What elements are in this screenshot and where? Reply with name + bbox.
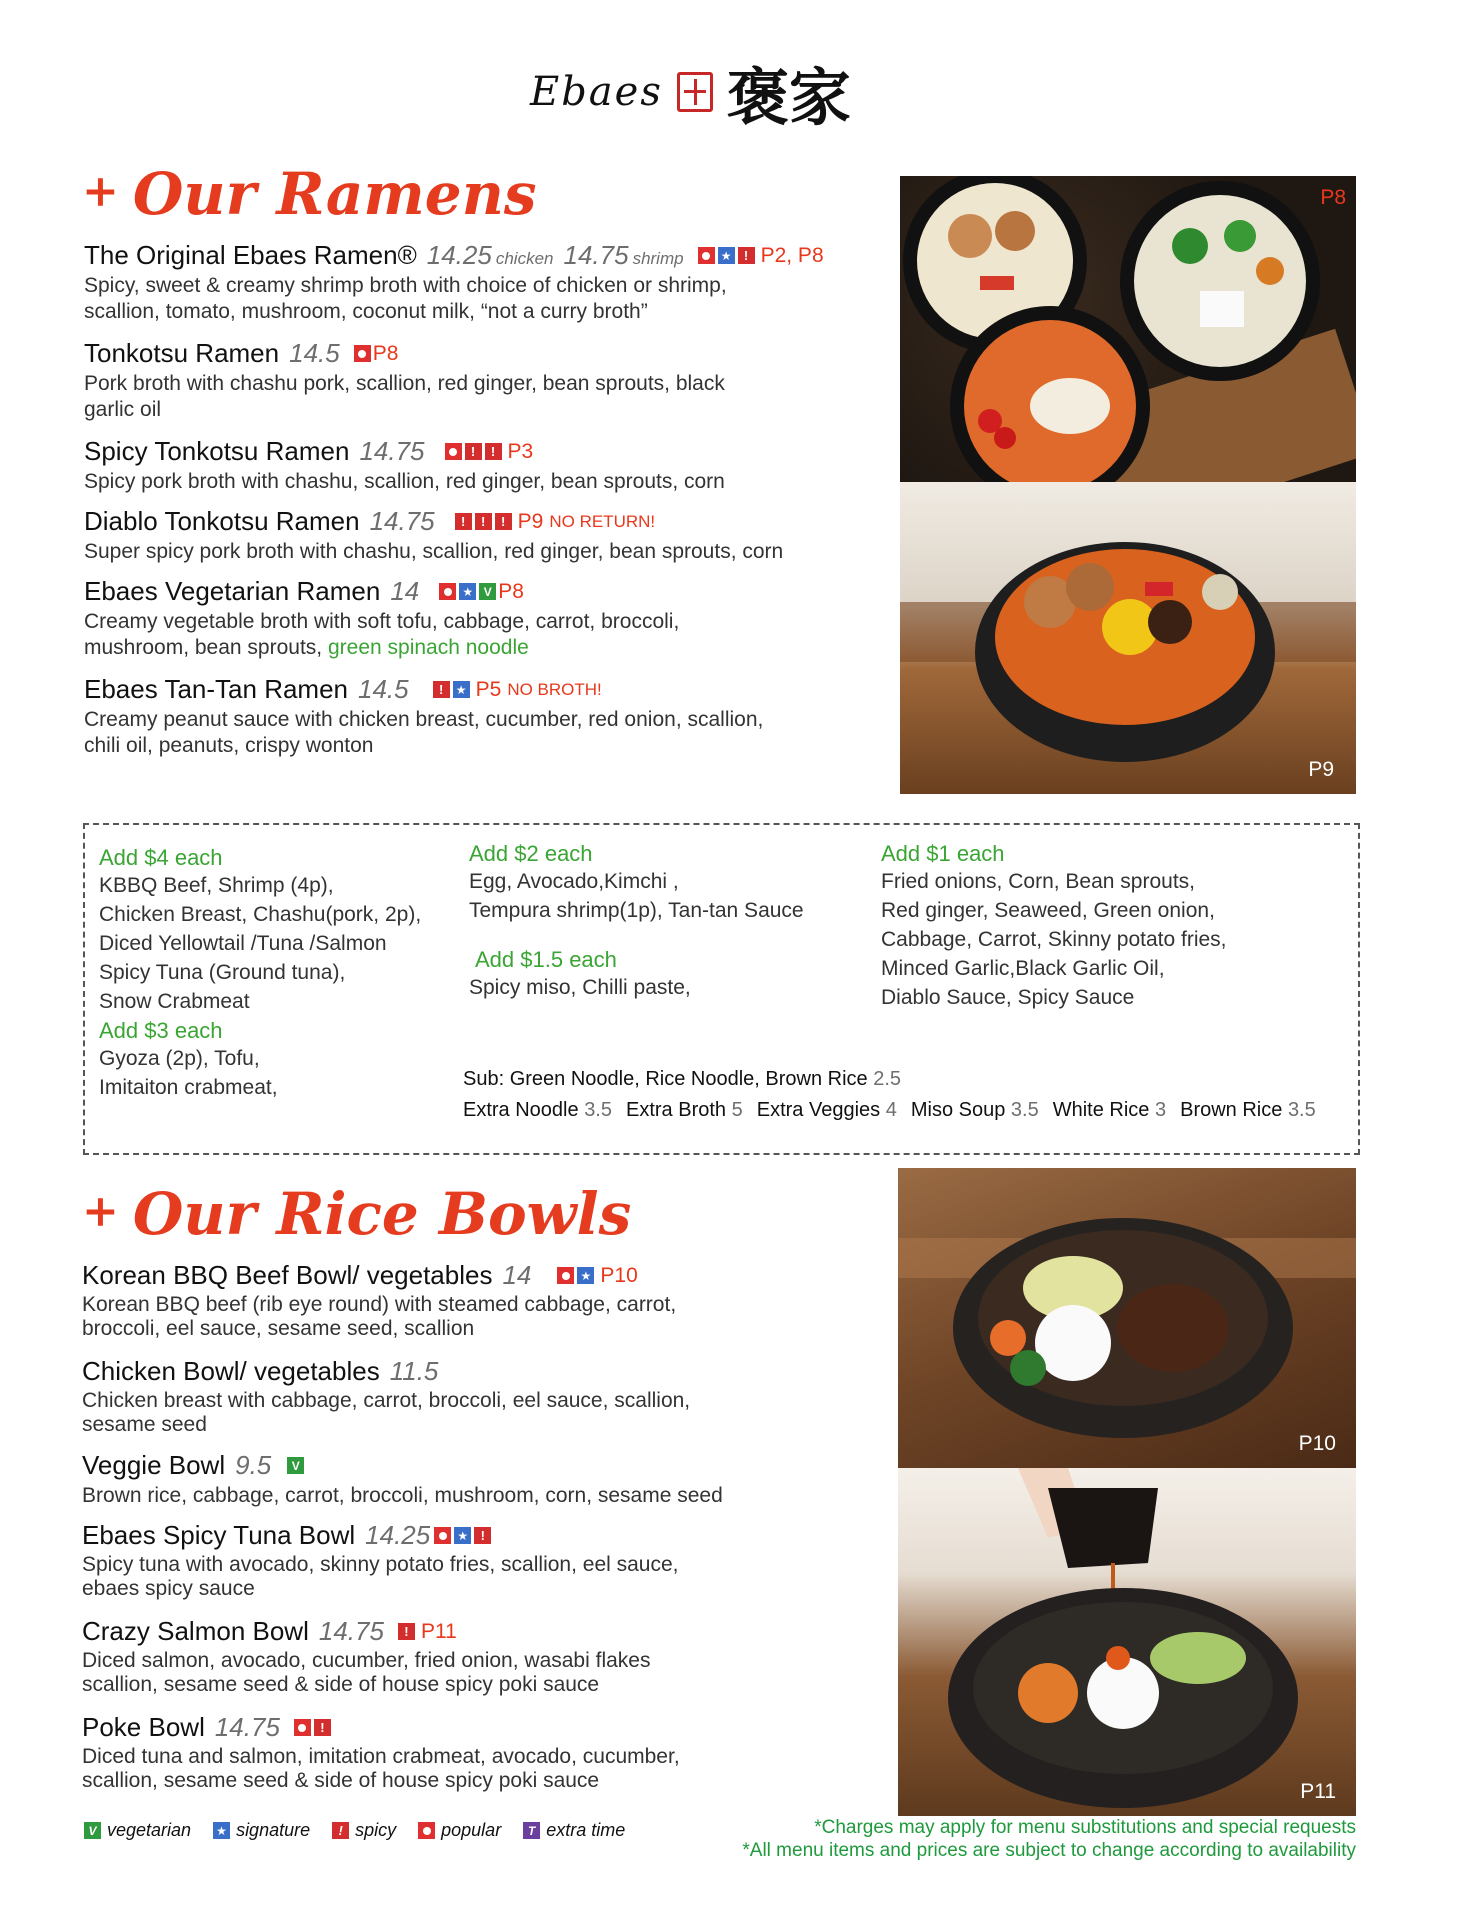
signature-icon: ★ xyxy=(459,583,476,600)
item-name: The Original Ebaes Ramen® xyxy=(84,240,417,270)
item-price: 14 xyxy=(502,1260,532,1290)
bowls-section-title: + Our Rice Bowls xyxy=(82,1180,632,1248)
item-price: 14.75 xyxy=(369,506,435,536)
red-seal-logo xyxy=(677,72,713,112)
menu-item xyxy=(82,1712,722,1793)
vegetarian-icon: V xyxy=(479,583,496,600)
brand-header xyxy=(530,52,851,132)
item-badges xyxy=(439,583,496,600)
popular-icon xyxy=(445,443,462,460)
legend-signature xyxy=(213,1820,310,1841)
extra-item: Brown Rice 3.5 xyxy=(1180,1099,1316,1121)
signature-icon: ★ xyxy=(454,1527,471,1544)
item-name: Ebaes Tan-Tan Ramen xyxy=(84,674,349,704)
photo-label: P9 xyxy=(1308,758,1334,781)
menu-item xyxy=(84,576,884,661)
item-desc: Diced tuna and salmon, imitation crabmeat, avocado, cucumber, scallion, sesame seed & side of house spicy poki sauce xyxy=(82,1745,680,1792)
signature-icon: ★ xyxy=(577,1267,594,1284)
price-note: chicken xyxy=(495,249,554,268)
item-price: 14 xyxy=(390,576,420,606)
legend-spicy xyxy=(332,1820,396,1841)
footnote-line: *Charges may apply for menu substitutions and special requests xyxy=(814,1817,1356,1838)
legend-vegetarian xyxy=(84,1820,191,1841)
item-name: Korean BBQ Beef Bowl/ vegetables xyxy=(82,1260,493,1290)
extra-item: Miso Soup 3.5 xyxy=(910,1099,1039,1121)
menu-item xyxy=(84,506,884,565)
photo-ref: P9 xyxy=(517,509,544,533)
menu-item xyxy=(84,436,884,495)
addons-col-3 xyxy=(881,841,1321,1012)
item-badges xyxy=(294,1719,331,1736)
addon-heading: Add $4 each xyxy=(99,845,223,870)
photo-ref: P10 xyxy=(600,1263,638,1287)
item-badges xyxy=(455,513,512,530)
item-desc-cont xyxy=(84,635,884,661)
addon-line: Fried onions, Corn, Bean sprouts, xyxy=(881,870,1195,893)
extra-item: Extra Noodle 3.5 xyxy=(463,1099,612,1121)
addon-line: Gyoza (2p), Tofu, xyxy=(99,1047,260,1070)
sub-label: Sub: Green Noodle, Rice Noodle, Brown Rice xyxy=(463,1068,868,1090)
legend-label: signature xyxy=(236,1820,311,1840)
extra-time-icon: T xyxy=(523,1822,540,1839)
legend-extra-time xyxy=(523,1820,625,1841)
photo-ref: P8 xyxy=(498,579,524,603)
popular-icon xyxy=(557,1267,574,1284)
item-badges xyxy=(354,345,371,362)
item-desc: Spicy tuna with avocado, skinny potato fries, scallion, eel sauce, ebaes spicy sauce xyxy=(82,1553,679,1600)
item-price: 14.75 xyxy=(214,1712,280,1742)
legend-popular xyxy=(418,1820,501,1841)
spicy-icon: ! xyxy=(485,443,502,460)
addon-line: Spicy Tuna (Ground tuna), xyxy=(99,961,346,984)
item-price-2: 14.75 xyxy=(563,240,629,270)
extra-item: White Rice 3 xyxy=(1052,1099,1167,1121)
extra-item: Extra Broth 5 xyxy=(626,1099,743,1121)
item-desc: Creamy vegetable broth with soft tofu, cabbage, carrot, broccoli, xyxy=(84,610,680,633)
popular-icon xyxy=(294,1719,311,1736)
item-name: Spicy Tonkotsu Ramen xyxy=(84,436,350,466)
photo-ref: P5 xyxy=(475,677,502,701)
menu-item xyxy=(84,674,764,759)
item-badges xyxy=(445,443,502,460)
vegetarian-icon: V xyxy=(287,1457,304,1474)
item-name: Poke Bowl xyxy=(82,1712,205,1742)
item-name: Ebaes Spicy Tuna Bowl xyxy=(82,1520,356,1550)
price-note-2: shrimp xyxy=(632,249,684,268)
spicy-icon: ! xyxy=(433,681,450,698)
photo-label: P8 xyxy=(1320,186,1346,209)
ramens-section-title: + Our Ramens xyxy=(82,160,537,228)
addons-box xyxy=(83,823,1360,1155)
substitution-line xyxy=(463,1068,901,1091)
item-note: NO BROTH! xyxy=(507,679,602,699)
addon-heading: Add $2 each xyxy=(469,841,593,866)
ramen-photo-p9 xyxy=(900,482,1356,794)
item-name: Ebaes Vegetarian Ramen xyxy=(84,576,381,606)
spicy-icon: ! xyxy=(332,1822,349,1839)
spicy-icon: ! xyxy=(495,513,512,530)
item-badges xyxy=(557,1267,594,1284)
item-price: 14.5 xyxy=(289,338,340,368)
bowl-photo-p11 xyxy=(898,1468,1356,1816)
addon-line: KBBQ Beef, Shrimp (4p), xyxy=(99,874,334,897)
menu-item xyxy=(84,338,744,423)
addon-line: Red ginger, Seaweed, Green onion, xyxy=(881,899,1215,922)
addon-line: Snow Crabmeat xyxy=(99,990,250,1013)
brand-cjk: 褒家 xyxy=(726,60,851,134)
addon-line: Chicken Breast, Chashu(pork, 2p), xyxy=(99,903,422,926)
spicy-icon: ! xyxy=(738,247,755,264)
menu-item xyxy=(82,1520,722,1601)
addon-line: Imitaiton crabmeat, xyxy=(99,1076,278,1099)
item-price: 11.5 xyxy=(389,1356,439,1386)
item-price: 9.5 xyxy=(235,1450,272,1480)
menu-item xyxy=(82,1260,722,1341)
item-name: Tonkotsu Ramen xyxy=(84,338,280,368)
item-note: NO RETURN! xyxy=(549,511,656,531)
photo-label: P11 xyxy=(1300,1780,1336,1803)
spicy-icon: ! xyxy=(474,1527,491,1544)
footnote-line: *All menu items and prices are subject to change according to availability xyxy=(742,1840,1356,1861)
popular-icon xyxy=(418,1822,435,1839)
item-badges xyxy=(287,1457,304,1474)
brand-latin: Ebaes xyxy=(530,69,663,115)
addon-heading: Add $1.5 each xyxy=(475,947,617,972)
footnotes xyxy=(742,1816,1356,1862)
item-badges xyxy=(433,681,470,698)
bowl-photo-p10 xyxy=(898,1168,1356,1468)
popular-icon xyxy=(698,247,715,264)
addon-line: Spicy miso, Chilli paste, xyxy=(469,976,691,999)
item-name: Diablo Tonkotsu Ramen xyxy=(84,506,360,536)
spicy-icon: ! xyxy=(314,1719,331,1736)
photo-label: P10 xyxy=(1298,1432,1336,1455)
item-desc: Pork broth with chashu pork, scallion, red ginger, bean sprouts, black garlic oil xyxy=(84,372,725,421)
item-badges xyxy=(434,1527,491,1544)
popular-icon xyxy=(439,583,456,600)
legend-label: extra time xyxy=(546,1820,626,1840)
item-badges xyxy=(698,247,755,264)
photo-ref: P11 xyxy=(420,1619,457,1643)
item-desc-2: mushroom, bean sprouts, xyxy=(84,636,323,659)
item-price: 14.5 xyxy=(358,674,409,704)
spicy-icon: ! xyxy=(465,443,482,460)
item-desc: Chicken breast with cabbage, carrot, broccoli, eel sauce, scallion, sesame seed xyxy=(82,1389,691,1436)
spicy-icon: ! xyxy=(475,513,492,530)
photo-ref: P3 xyxy=(507,439,534,463)
addons-col-1 xyxy=(99,845,459,1102)
bowls-list xyxy=(82,1260,882,1820)
item-desc: Spicy pork broth with chashu, scallion, red ginger, bean sprouts, corn xyxy=(84,470,725,493)
item-name: Veggie Bowl xyxy=(82,1450,226,1480)
popular-icon xyxy=(354,345,371,362)
signature-icon: ★ xyxy=(453,681,470,698)
item-price: 14.75 xyxy=(359,436,425,466)
legend-label: popular xyxy=(441,1820,502,1840)
addon-heading: Add $1 each xyxy=(881,841,1005,866)
legend-label: vegetarian xyxy=(107,1820,192,1840)
photo-ref: P8 xyxy=(372,341,399,365)
addon-line: Egg, Avocado,Kimchi , xyxy=(469,870,679,893)
item-desc: Korean BBQ beef (rib eye round) with steamed cabbage, carrot, broccoli, eel sauce, sesame seed, scallion xyxy=(82,1293,677,1340)
item-price: 14.25 xyxy=(426,240,492,270)
item-desc: Super spicy pork broth with chashu, scallion, red ginger, bean sprouts, corn xyxy=(84,540,784,563)
item-price: 14.75 xyxy=(318,1616,384,1646)
legend xyxy=(84,1820,625,1841)
extras-line xyxy=(463,1099,1316,1122)
sub-price: 2.5 xyxy=(873,1068,902,1090)
signature-icon: ★ xyxy=(213,1822,230,1839)
legend-label: spicy xyxy=(355,1820,397,1840)
item-desc: Creamy peanut sauce with chicken breast, cucumber, red onion, scallion, chili oil, peanuts, crispy wonton xyxy=(84,708,764,757)
item-name: Chicken Bowl/ vegetables xyxy=(82,1356,380,1386)
green-noodle-note: green spinach noodle xyxy=(327,636,529,659)
ramens-list xyxy=(84,240,884,800)
menu-item xyxy=(82,1450,882,1509)
addon-line: Minced Garlic,Black Garlic Oil, xyxy=(881,957,1165,980)
ramen-photo-p8 xyxy=(900,176,1356,482)
menu-item xyxy=(82,1616,702,1697)
addon-line: Cabbage, Carrot, Skinny potato fries, xyxy=(881,928,1227,951)
item-price: 14.25 xyxy=(365,1520,431,1550)
spicy-icon: ! xyxy=(455,513,472,530)
item-name: Crazy Salmon Bowl xyxy=(82,1616,309,1646)
item-desc: Brown rice, cabbage, carrot, broccoli, mushroom, corn, sesame seed xyxy=(82,1484,723,1507)
vegetarian-icon: V xyxy=(84,1822,101,1839)
item-desc: Spicy, sweet & creamy shrimp broth with choice of chicken or shrimp, scallion, tomato, mushroom, coconut milk, “not a curry broth” xyxy=(84,274,727,323)
menu-item xyxy=(82,1356,722,1437)
signature-icon: ★ xyxy=(718,247,735,264)
photo-ref: P2, P8 xyxy=(760,243,824,267)
addon-heading: Add $3 each xyxy=(99,1018,223,1043)
popular-icon xyxy=(434,1527,451,1544)
item-badges xyxy=(398,1623,415,1640)
addon-line: Diablo Sauce, Spicy Sauce xyxy=(881,986,1135,1009)
addons-col-2 xyxy=(469,841,849,1002)
item-desc: Diced salmon, avocado, cucumber, fried onion, wasabi flakes scallion, sesame seed & side of house spicy poki sauce xyxy=(82,1649,651,1696)
spicy-icon: ! xyxy=(398,1623,415,1640)
extra-item: Extra Veggies 4 xyxy=(756,1099,897,1121)
menu-item xyxy=(84,240,824,325)
addon-line: Diced Yellowtail /Tuna /Salmon xyxy=(99,932,387,955)
addon-line: Tempura shrimp(1p), Tan-tan Sauce xyxy=(469,899,804,922)
